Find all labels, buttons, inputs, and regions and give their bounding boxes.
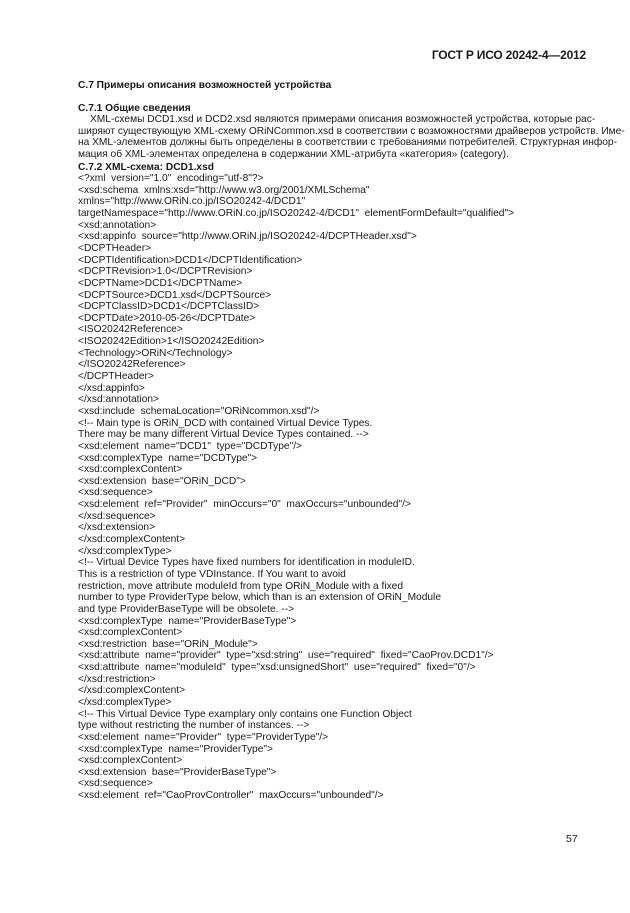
page-content <box>78 80 625 802</box>
code-line: <xsd:sequence> <box>78 487 153 499</box>
code-line: <xsd:attribute name="moduleId" type="xsd:unsignedShort" use="required" fixed="0"/> <box>78 662 476 674</box>
section-title: С.7 Примеры описания возможностей устройства <box>78 80 332 91</box>
code-line: <xsd:complexContent> <box>78 627 183 639</box>
code-line: There may be many different Virtual Device Types contained. --> <box>78 429 369 441</box>
code-line: <xsd:complexType name="ProviderBaseType"> <box>78 615 297 627</box>
code-line: </xsd:complexType> <box>78 696 172 708</box>
code-line: <DCPTName>DCD1</DCPTName> <box>78 277 243 289</box>
code-line: <!-- Main type is ORiN_DCD with contained Virtual Device Types. <box>78 417 373 429</box>
code-line: and type ProviderBaseType will be obsolete. --> <box>78 603 295 615</box>
code-line: </xsd:complexContent> <box>78 685 186 697</box>
code-line: <DCPTHeader> <box>78 243 152 254</box>
code-line: <xsd:complexType name="ProviderType"> <box>78 743 273 755</box>
code-line: targetNamespace="http://www.ORiN.co.jp/ISO20242-4/DCD1" elementFormDefault="qualified"> <box>78 208 515 220</box>
code-line: <xsd:element name="Provider" type="ProviderType"/> <box>78 731 329 743</box>
code-line: <xsd:appinfo source="http://www.ORiN.jp/ISO20242-4/DCPTHeader.xsd"> <box>78 231 417 243</box>
code-line: <xsd:include schemaLocation="ORiNcommon.xsd"/> <box>78 405 320 417</box>
code-line: <xsd:element ref="CaoProvController" maxOccurs="unbounded"/> <box>78 790 384 802</box>
code-line: </xsd:sequence> <box>78 510 156 522</box>
code-line: <?xml version="1.0" encoding="utf-8"?> <box>78 173 264 185</box>
code-line: </xsd:extension> <box>78 522 156 534</box>
code-line: </xsd:restriction> <box>78 673 156 685</box>
code-line: </xsd:complexType> <box>78 545 172 557</box>
code-line: <xsd:complexContent> <box>78 755 183 767</box>
subsection-title-schema: С.7.2 XML-схема: DCD1.xsd <box>78 161 214 173</box>
code-line: <Technology>ORiN</Technology> <box>78 347 233 359</box>
code-line: number to type ProviderType below, which than is an extension of ORiN_Module <box>78 592 441 604</box>
code-line: <xsd:element ref="Provider" minOccurs="0" maxOccurs="unbounded"/> <box>78 499 411 511</box>
code-line: <!-- This Virtual Device Type examplary only contains one Function Object <box>78 708 412 720</box>
code-line: <DCPTIdentification>DCD1</DCPTIdentification> <box>78 254 303 266</box>
code-line: type without restricting the number of instances. --> <box>78 720 310 732</box>
code-line: </xsd:complexContent> <box>78 534 186 546</box>
code-line: This is a restriction of type VDInstance. If You want to avoid <box>78 568 346 580</box>
paragraph-line: XML-схемы DCD1.xsd и DCD2.xsd являются примерами описания возможностей устройства, которые рас- <box>90 114 596 126</box>
code-line: <xsd:extension base="ORiN_DCD"> <box>78 475 246 487</box>
code-line: <DCPTDate>2010-05-26</DCPTDate> <box>78 312 256 324</box>
code-line: <DCPTSource>DCD1.xsd</DCPTSource> <box>78 289 272 301</box>
code-line: xmlns="http://www.ORiN.co.jp/ISO20242-4/DCD1" <box>78 196 306 208</box>
code-line: <ISO20242Reference> <box>78 324 183 336</box>
page-number: 57 <box>566 833 578 845</box>
code-line: <ISO20242Edition>1</ISO20242Edition> <box>78 336 265 348</box>
code-line: restriction, move attribute moduleId from type ORiN_Module with a fixed <box>78 580 404 592</box>
document-header-standard: ГОСТ Р ИСО 20242-4—2012 <box>431 48 586 62</box>
paragraph-line: на XML-элементов должны быть определены в соответствии с требованиями потребителей. Структурная инфор- <box>78 137 617 149</box>
code-line: <!-- Virtual Device Types have fixed numbers for identification in moduleID. <box>78 557 415 569</box>
code-line: <xsd:element name="DCD1" type="DCDType"/> <box>78 440 302 452</box>
code-line: <DCPTClassID>DCD1</DCPTClassID> <box>78 301 260 313</box>
code-line: <xsd:restriction base="ORiN_Module"> <box>78 638 258 650</box>
code-line: </DCPTHeader> <box>78 371 154 383</box>
paragraph-line: мация об XML-элементах определена в содержании XML-атрибута «категория» (category). <box>78 148 509 160</box>
code-line: <DCPTRevision>1.0</DCPTRevision> <box>78 266 253 278</box>
code-line: <xsd:schema xmlns:xsd="http://www.w3.org/2001/XMLSchema" <box>78 184 370 196</box>
subsection-title-general: С.7.1 Общие сведения <box>78 102 191 114</box>
paragraph-line: ширяют существующую XML-схему ORiNCommon.xsd в соответствии с возможностями драйверов устройств. Име- <box>78 125 625 137</box>
general-info-paragraph <box>66 114 625 160</box>
code-line: <xsd:annotation> <box>78 219 157 231</box>
code-line: <xsd:sequence> <box>78 778 153 790</box>
code-line: <xsd:complexContent> <box>78 464 183 476</box>
code-line: <xsd:extension base="ProviderBaseType"> <box>78 766 277 778</box>
code-line: <xsd:attribute name="provider" type="xsd:string" use="required" fixed="CaoProv.DCD1"/> <box>78 650 494 662</box>
code-line: </ISO20242Reference> <box>78 359 186 371</box>
code-line: <xsd:complexType name="DCDType"> <box>78 452 258 464</box>
code-line: </xsd:annotation> <box>78 394 159 406</box>
code-line: </xsd:appinfo> <box>78 382 145 394</box>
xml-code-listing <box>78 173 600 802</box>
